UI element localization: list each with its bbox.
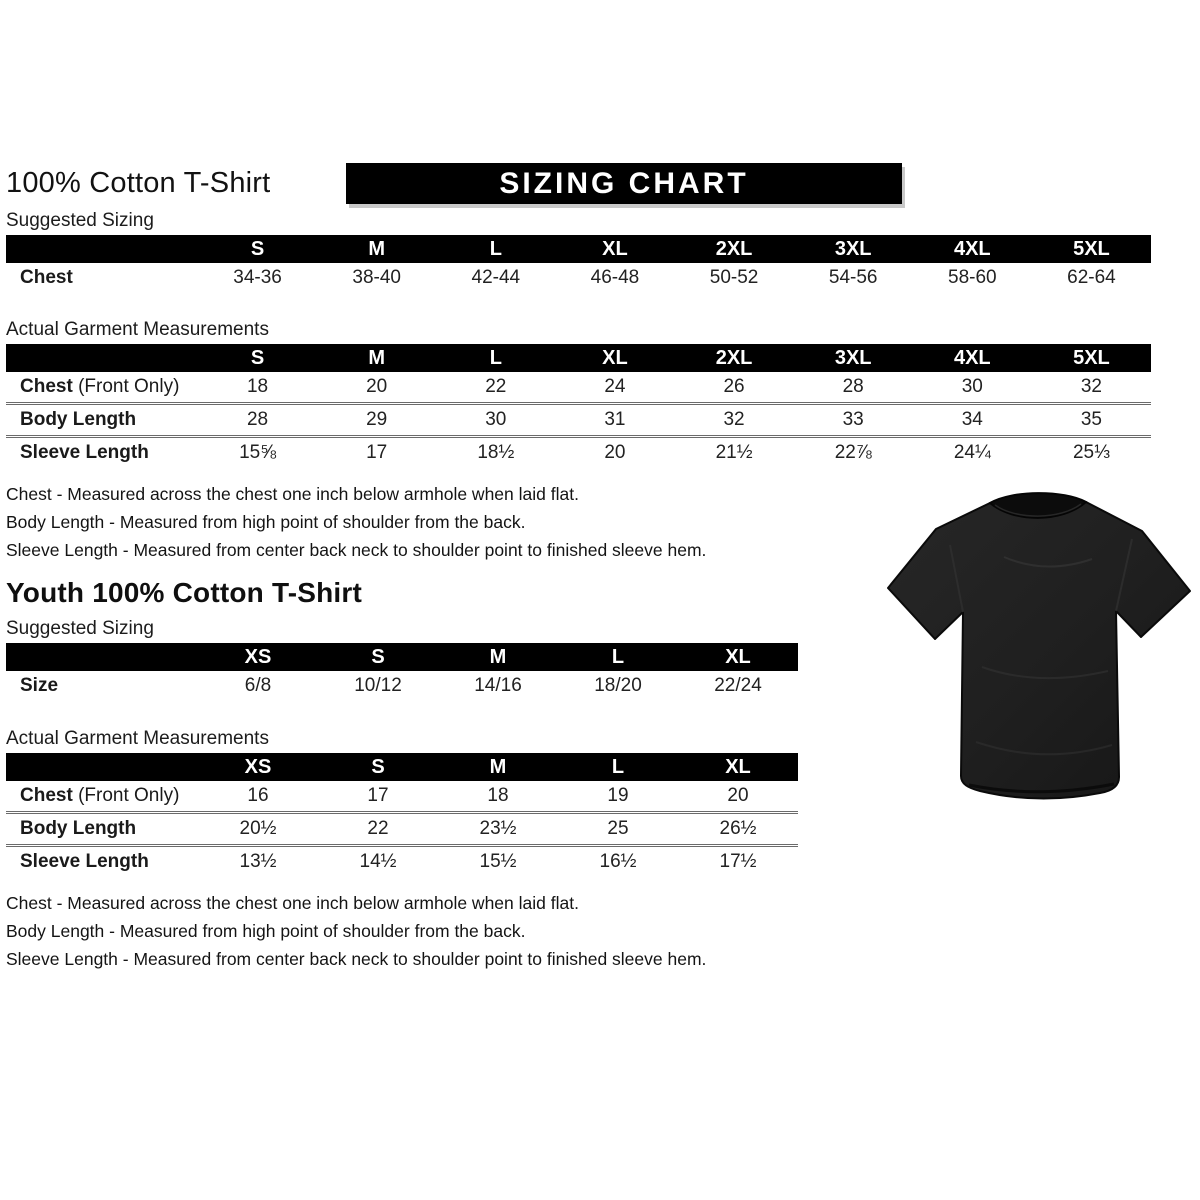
value-cell: 42-44	[471, 267, 521, 288]
youth-measurements-label: Actual Garment Measurements	[6, 728, 269, 749]
youth-suggested-sizing-table	[6, 643, 798, 701]
value-cell: 16	[247, 785, 269, 806]
value-cell: 29	[366, 409, 388, 430]
value-cell: 32	[723, 409, 745, 430]
value-cell: 17½	[719, 851, 757, 872]
measurement-row	[6, 781, 798, 813]
value-cell: 46-48	[590, 267, 640, 288]
measurement-row	[6, 404, 1151, 437]
value-cell: 30	[485, 409, 507, 430]
sizing-chart-banner-label: SIZING CHART	[499, 166, 749, 200]
value-cell: 35	[1080, 409, 1102, 430]
sizing-chart-banner	[346, 163, 902, 204]
value-cell: 15⅝	[239, 442, 277, 463]
value-cell: 21½	[715, 442, 753, 463]
size-column-header: L	[436, 344, 555, 372]
value-cell: 25⅓	[1072, 442, 1110, 463]
value-cell: 28	[842, 376, 864, 397]
size-column-header: 4XL	[913, 235, 1032, 263]
corner-cell	[6, 344, 198, 372]
tshirt-image	[886, 486, 1192, 808]
size-column-header: 5XL	[1032, 344, 1151, 372]
value-cell: 28	[246, 409, 269, 430]
corner-cell	[6, 643, 198, 671]
black-tshirt-graphic	[886, 486, 1192, 808]
value-cell: 17	[367, 785, 389, 806]
size-column-header: 5XL	[1032, 235, 1151, 263]
measurement-row	[6, 813, 798, 846]
value-cell: 32	[1080, 376, 1102, 397]
size-column-header: M	[438, 753, 558, 781]
adult-suggested-sizing-table	[6, 235, 1151, 293]
value-cell: 17	[366, 442, 388, 463]
note-sleeve-length: Sleeve Length - Measured from center back neck to shoulder point to finished sleeve hem.	[6, 540, 707, 560]
value-cell: 38-40	[352, 267, 401, 288]
value-cell: 24	[604, 376, 626, 397]
value-cell: 22⅞	[834, 442, 872, 463]
note-sleeve-length: Sleeve Length - Measured from center back neck to shoulder point to finished sleeve hem.	[6, 949, 707, 969]
size-header-row	[6, 235, 1151, 263]
value-cell: 34	[961, 409, 983, 430]
value-cell: 22	[485, 376, 507, 397]
row-label-cell: Sleeve Length	[20, 851, 149, 872]
value-cell: 13½	[239, 851, 277, 872]
value-cell: 23½	[479, 818, 517, 839]
value-cell: 58-60	[948, 267, 997, 288]
youth-measurement-notes	[6, 889, 1200, 973]
value-cell: 14½	[359, 851, 397, 872]
measurement-row	[6, 846, 798, 878]
value-cell: 18½	[477, 442, 515, 463]
size-header-row	[6, 753, 798, 781]
row-label-cell: Size	[20, 675, 59, 696]
adult-suggested-sizing-label: Suggested Sizing	[6, 210, 154, 231]
value-cell: 20	[727, 785, 749, 806]
size-column-header: S	[198, 344, 317, 372]
size-column-header: S	[318, 753, 438, 781]
size-column-header: XL	[555, 344, 674, 372]
note-body-length: Body Length - Measured from high point of shoulder from the back.	[6, 921, 526, 941]
size-column-header: XL	[678, 753, 798, 781]
value-cell: 50-52	[709, 267, 759, 288]
note-body-length: Body Length - Measured from high point of shoulder from the back.	[6, 512, 526, 532]
size-header-row	[6, 344, 1151, 372]
value-cell: 25	[607, 818, 629, 839]
value-cell: 30	[961, 376, 983, 397]
size-column-header: L	[558, 643, 678, 671]
size-column-header: 4XL	[913, 344, 1032, 372]
size-column-header: L	[558, 753, 678, 781]
measurement-row	[6, 263, 1151, 293]
measurement-row	[6, 372, 1151, 404]
note-chest: Chest - Measured across the chest one inch below armhole when laid flat.	[6, 484, 579, 504]
row-label-cell: Chest (Front Only)	[20, 376, 180, 397]
corner-cell	[6, 235, 198, 263]
value-cell: 15½	[479, 851, 517, 872]
value-cell: 33	[842, 409, 864, 430]
size-column-header: L	[436, 235, 555, 263]
adult-measurements-table	[6, 344, 1151, 468]
header-row	[6, 163, 1200, 204]
value-cell: 22	[367, 818, 389, 839]
value-cell: 26	[723, 376, 745, 397]
row-label-cell: Body Length	[20, 818, 137, 839]
value-cell: 19	[607, 785, 629, 806]
value-cell: 24¼	[953, 442, 991, 463]
size-column-header: XL	[678, 643, 798, 671]
value-cell: 26½	[719, 818, 757, 839]
size-column-header: M	[438, 643, 558, 671]
size-column-header: XS	[198, 753, 318, 781]
size-column-header: 3XL	[794, 344, 913, 372]
size-column-header: S	[318, 643, 438, 671]
value-cell: 16½	[599, 851, 637, 872]
value-cell: 20½	[239, 818, 277, 839]
value-cell: 54-56	[828, 267, 878, 288]
value-cell: 31	[604, 409, 626, 430]
value-cell: 18	[487, 785, 509, 806]
value-cell: 34-36	[233, 267, 282, 288]
value-cell: 20	[604, 442, 626, 463]
size-column-header: S	[198, 235, 317, 263]
value-cell: 14/16	[474, 675, 522, 696]
size-column-header: XS	[198, 643, 318, 671]
youth-measurements-table	[6, 753, 798, 877]
adult-measurements-label: Actual Garment Measurements	[6, 319, 269, 340]
size-column-header: M	[317, 344, 436, 372]
row-label-cell: Chest	[20, 267, 73, 288]
youth-suggested-sizing-label: Suggested Sizing	[6, 618, 154, 639]
value-cell: 18/20	[594, 675, 642, 696]
page-title: 100% Cotton T-Shirt	[6, 167, 271, 199]
row-label-cell: Body Length	[20, 409, 137, 430]
size-column-header: 2XL	[675, 344, 794, 372]
measurement-row	[6, 671, 798, 701]
value-cell: 18	[246, 376, 269, 397]
corner-cell	[6, 753, 198, 781]
value-cell: 20	[366, 376, 388, 397]
size-column-header: 3XL	[794, 235, 913, 263]
size-column-header: M	[317, 235, 436, 263]
size-column-header: 2XL	[675, 235, 794, 263]
size-header-row	[6, 643, 798, 671]
youth-section-title: Youth 100% Cotton T-Shirt	[6, 577, 363, 608]
size-column-header: XL	[555, 235, 674, 263]
value-cell: 6/8	[244, 675, 272, 696]
value-cell: 62-64	[1067, 267, 1116, 288]
row-label-cell: Chest (Front Only)	[20, 785, 180, 806]
note-chest: Chest - Measured across the chest one inch below armhole when laid flat.	[6, 893, 579, 913]
value-cell: 22/24	[714, 675, 762, 696]
value-cell: 10/12	[354, 675, 402, 696]
measurement-row	[6, 437, 1151, 469]
row-label-cell: Sleeve Length	[20, 442, 149, 463]
